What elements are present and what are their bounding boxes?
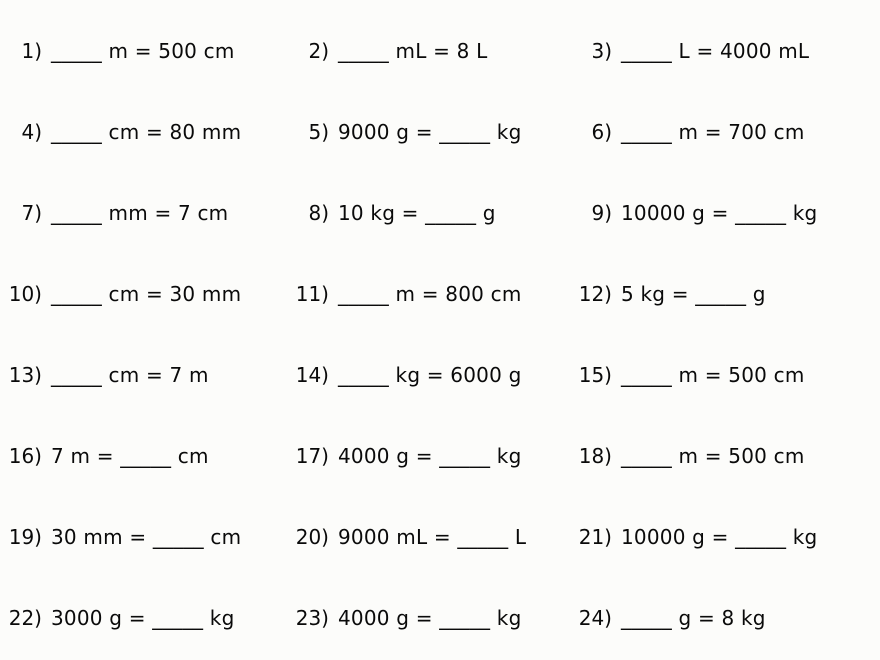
problem-item [576,578,880,659]
problem-item [576,92,880,173]
problem-text: 4000 g = _____ kg [338,606,522,630]
problem-item [293,497,576,578]
problem-number: 22) [8,606,42,630]
problem-item [6,173,293,254]
problem-item [293,173,576,254]
problem-number: 3) [591,39,612,63]
problem-item [576,11,880,92]
problem-text: 7 m = _____ cm [51,444,209,468]
problem-number: 10) [8,282,42,306]
problem-number: 9) [591,201,612,225]
problem-item [293,335,576,416]
problem-text: _____ m = 500 cm [621,444,805,468]
problem-item [293,416,576,497]
problem-item [6,92,293,173]
problem-text: _____ m = 700 cm [621,120,805,144]
problem-text: _____ m = 500 cm [51,39,235,63]
problem-text: 4000 g = _____ kg [338,444,522,468]
problem-text: 3000 g = _____ kg [51,606,235,630]
problem-text: 9000 g = _____ kg [338,120,522,144]
problem-text: _____ mL = 8 L [338,39,488,63]
problem-text: 10000 g = _____ kg [621,525,818,549]
problem-text: 9000 mL = _____ L [338,525,527,549]
problem-number: 17) [295,444,329,468]
problem-text: _____ cm = 30 mm [51,282,242,306]
problem-text: _____ cm = 7 m [51,363,209,387]
problem-number: 2) [308,39,329,63]
problem-item [6,11,293,92]
problem-item [6,254,293,335]
problem-text: _____ mm = 7 cm [51,201,229,225]
problem-number: 23) [295,606,329,630]
problem-text: 5 kg = _____ g [621,282,766,306]
problem-number: 15) [578,363,612,387]
problem-item [576,254,880,335]
problem-number: 18) [578,444,612,468]
problem-text: _____ g = 8 kg [621,606,766,630]
problem-item [6,578,293,659]
problem-item [293,92,576,173]
problem-number: 1) [21,39,42,63]
problem-number: 11) [295,282,329,306]
problem-text: 30 mm = _____ cm [51,525,242,549]
problem-item [6,335,293,416]
problem-number: 6) [591,120,612,144]
problem-number: 19) [8,525,42,549]
problem-item [6,497,293,578]
problem-item [293,578,576,659]
problem-text: _____ L = 4000 mL [621,39,810,63]
problem-number: 8) [308,201,329,225]
problem-number: 13) [8,363,42,387]
problem-number: 5) [308,120,329,144]
problem-number: 20) [295,525,329,549]
problem-text: 10000 g = _____ kg [621,201,818,225]
problem-item [293,254,576,335]
problem-item [293,11,576,92]
problem-text: _____ m = 800 cm [338,282,522,306]
problem-number: 7) [21,201,42,225]
problem-text: _____ kg = 6000 g [338,363,522,387]
problem-number: 16) [8,444,42,468]
problem-item [576,173,880,254]
problem-item [6,416,293,497]
problem-number: 21) [578,525,612,549]
problem-number: 12) [578,282,612,306]
problem-text: _____ cm = 80 mm [51,120,242,144]
problem-text: _____ m = 500 cm [621,363,805,387]
problem-number: 14) [295,363,329,387]
problem-item [576,497,880,578]
problem-item [576,416,880,497]
problem-item [576,335,880,416]
problem-number: 24) [578,606,612,630]
problem-text: 10 kg = _____ g [338,201,496,225]
problem-number: 4) [21,120,42,144]
